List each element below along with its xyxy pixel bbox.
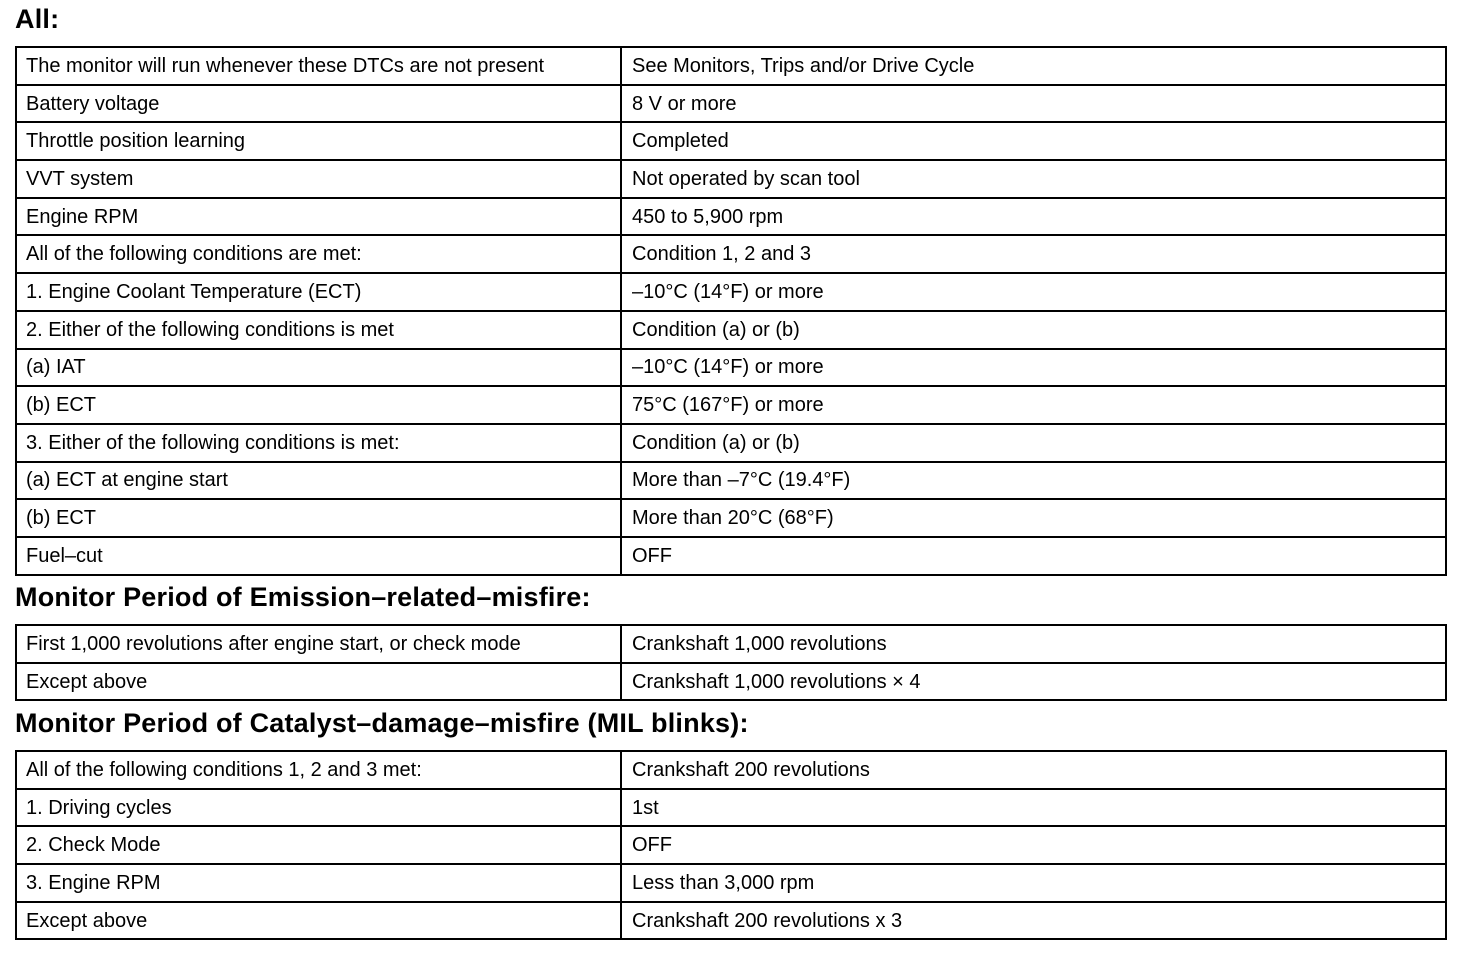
table-row	[16, 47, 1446, 85]
value-cell: –10°C (14°F) or more	[621, 349, 1446, 387]
condition-cell: Battery voltage	[16, 85, 621, 123]
value-cell: See Monitors, Trips and/or Drive Cycle	[621, 47, 1446, 85]
condition-cell: (b) ECT	[16, 499, 621, 537]
conditions-table-all	[15, 46, 1447, 576]
value-cell: OFF	[621, 537, 1446, 575]
conditions-table-body	[16, 47, 1446, 575]
value-cell: Condition (a) or (b)	[621, 311, 1446, 349]
condition-cell: 1. Driving cycles	[16, 789, 621, 827]
value-cell: 1st	[621, 789, 1446, 827]
value-cell: 75°C (167°F) or more	[621, 386, 1446, 424]
table-row	[16, 386, 1446, 424]
table-row	[16, 537, 1446, 575]
value-cell: Crankshaft 200 revolutions x 3	[621, 902, 1446, 940]
condition-cell: Except above	[16, 663, 621, 701]
value-cell: Crankshaft 1,000 revolutions × 4	[621, 663, 1446, 701]
condition-cell: Engine RPM	[16, 198, 621, 236]
table-row	[16, 235, 1446, 273]
value-cell: Completed	[621, 122, 1446, 160]
value-cell: Condition (a) or (b)	[621, 424, 1446, 462]
value-cell: Less than 3,000 rpm	[621, 864, 1446, 902]
table-row	[16, 273, 1446, 311]
conditions-table-body	[16, 751, 1446, 939]
table-row	[16, 625, 1446, 663]
table-row	[16, 198, 1446, 236]
value-cell: Crankshaft 200 revolutions	[621, 751, 1446, 789]
table-row	[16, 826, 1446, 864]
table-row	[16, 311, 1446, 349]
value-cell: 8 V or more	[621, 85, 1446, 123]
condition-cell: 2. Either of the following conditions is met	[16, 311, 621, 349]
table-row	[16, 902, 1446, 940]
table-row	[16, 122, 1446, 160]
condition-cell: First 1,000 revolutions after engine start, or check mode	[16, 625, 621, 663]
condition-cell: (a) IAT	[16, 349, 621, 387]
condition-cell: 1. Engine Coolant Temperature (ECT)	[16, 273, 621, 311]
condition-cell: Fuel–cut	[16, 537, 621, 575]
section-heading-emission-misfire: Monitor Period of Emission–related–misfire:	[15, 582, 591, 612]
section-heading-catalyst-misfire: Monitor Period of Catalyst–damage–misfire (MIL blinks):	[15, 708, 749, 738]
table-row	[16, 663, 1446, 701]
table-row	[16, 499, 1446, 537]
value-cell: Condition 1, 2 and 3	[621, 235, 1446, 273]
table-row	[16, 85, 1446, 123]
condition-cell: 2. Check Mode	[16, 826, 621, 864]
condition-cell: (a) ECT at engine start	[16, 462, 621, 500]
value-cell: 450 to 5,900 rpm	[621, 198, 1446, 236]
conditions-table-body	[16, 625, 1446, 700]
value-cell: Crankshaft 1,000 revolutions	[621, 625, 1446, 663]
table-row	[16, 349, 1446, 387]
table-row	[16, 462, 1446, 500]
conditions-table-emission-misfire	[15, 624, 1447, 701]
section-heading-all: All:	[15, 4, 60, 34]
condition-cell: 3. Engine RPM	[16, 864, 621, 902]
value-cell: Not operated by scan tool	[621, 160, 1446, 198]
condition-cell: (b) ECT	[16, 386, 621, 424]
condition-cell: VVT system	[16, 160, 621, 198]
condition-cell: All of the following conditions are met:	[16, 235, 621, 273]
condition-cell: 3. Either of the following conditions is met:	[16, 424, 621, 462]
condition-cell: Except above	[16, 902, 621, 940]
condition-cell: All of the following conditions 1, 2 and 3 met:	[16, 751, 621, 789]
value-cell: More than 20°C (68°F)	[621, 499, 1446, 537]
table-row	[16, 789, 1446, 827]
condition-cell: Throttle position learning	[16, 122, 621, 160]
condition-cell: The monitor will run whenever these DTCs are not present	[16, 47, 621, 85]
table-row	[16, 864, 1446, 902]
conditions-table-catalyst-misfire	[15, 750, 1447, 940]
value-cell: OFF	[621, 826, 1446, 864]
table-row	[16, 160, 1446, 198]
value-cell: –10°C (14°F) or more	[621, 273, 1446, 311]
table-row	[16, 751, 1446, 789]
table-row	[16, 424, 1446, 462]
value-cell: More than –7°C (19.4°F)	[621, 462, 1446, 500]
